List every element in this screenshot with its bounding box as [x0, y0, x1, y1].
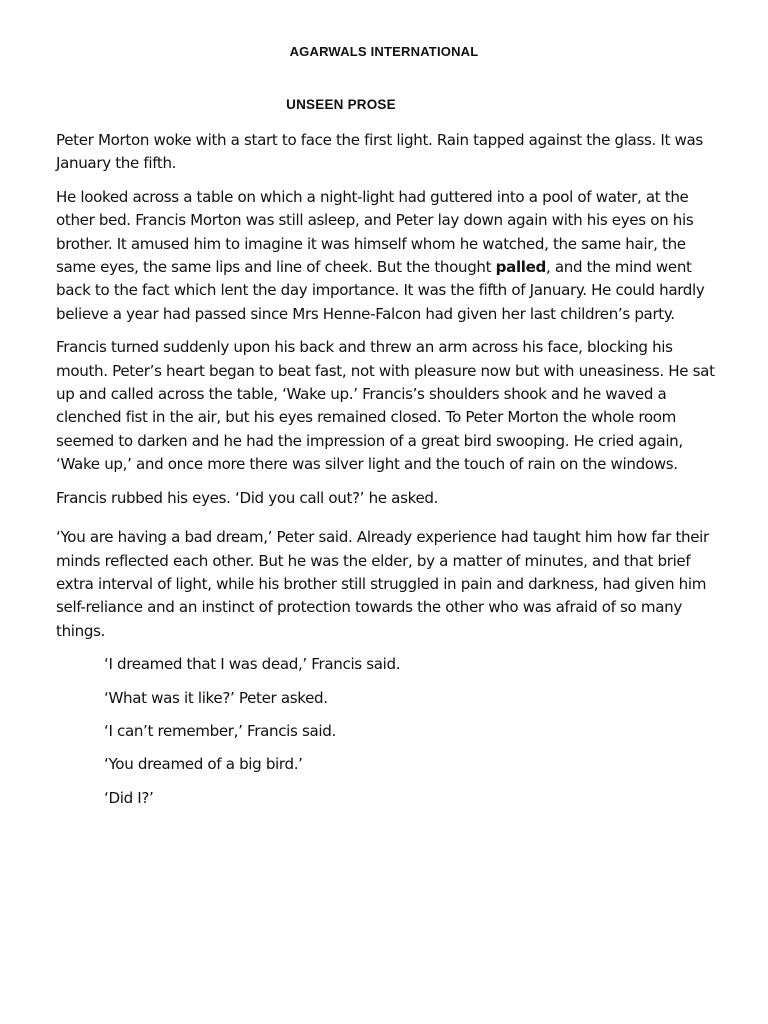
paragraph-2-text-b: , and the mind went back to the fact which lent the day importance. It was the fifth of January. He could hardly believe a year had passed since Mrs Henne-Falcon had given her last children’s party.: [56, 258, 705, 323]
bold-word-palled: palled: [495, 258, 546, 277]
paragraph-3: Francis turned suddenly upon his back and threw an arm across his face, blocking his mouth. Peter’s heart began to beat fast, not with pleasure now but with uneasiness. He sat up and called across the table, ‘Wake up.’ Francis’s shoulders shook and he waved a clenched fist in the air, but his eyes remained closed. To Peter Morton the whole room seemed to darken and he had the impression of a great bird swooping. He cried again, ‘Wake up,’ and once more there was silver light and the touch of rain on the windows.: [56, 338, 715, 474]
paragraph-1: Peter Morton woke with a start to face the first light. Rain tapped against the glass. It was January the fifth.: [56, 131, 703, 173]
paragraph-4: Francis rubbed his eyes. ‘Did you call out?’ he asked.: [56, 488, 439, 507]
paragraph-2-text-a: He looked across a table on which a night-light had guttered into a pool of water, at the other bed. Francis Morton was still asleep, and Peter lay down again with his eyes on his brother. It amused him to imagine it was himself whom he watched, the same hair, the same eyes, the same lips and line of cheek. But the thought: [56, 187, 694, 277]
organization-header: AGARWALS INTERNATIONAL: [289, 44, 479, 59]
prose-body: [56, 129, 722, 820]
dialogue-line: ‘What was it like?’ Peter asked.: [104, 688, 328, 707]
section-title: UNSEEN PROSE: [286, 97, 396, 112]
dialogue-line: ‘I dreamed that I was dead,’ Francis said.: [104, 655, 401, 674]
dialogue-line: ‘Did I?’: [104, 788, 154, 807]
dialogue-line: ‘I can’t remember,’ Francis said.: [104, 721, 336, 740]
paragraph-2: [56, 186, 722, 326]
dialogue-line: ‘You dreamed of a big bird.’: [104, 755, 303, 774]
paragraph-5: ‘You are having a bad dream,’ Peter said. Already experience had taught him how far their minds reflected each other. But he was the elder, by a matter of minutes, and that brief extra interval of light, while his brother still struggled in pain and darkness, had given him self-reliance and an instinct of protection towards the other who was afraid of so many things.: [56, 528, 709, 640]
